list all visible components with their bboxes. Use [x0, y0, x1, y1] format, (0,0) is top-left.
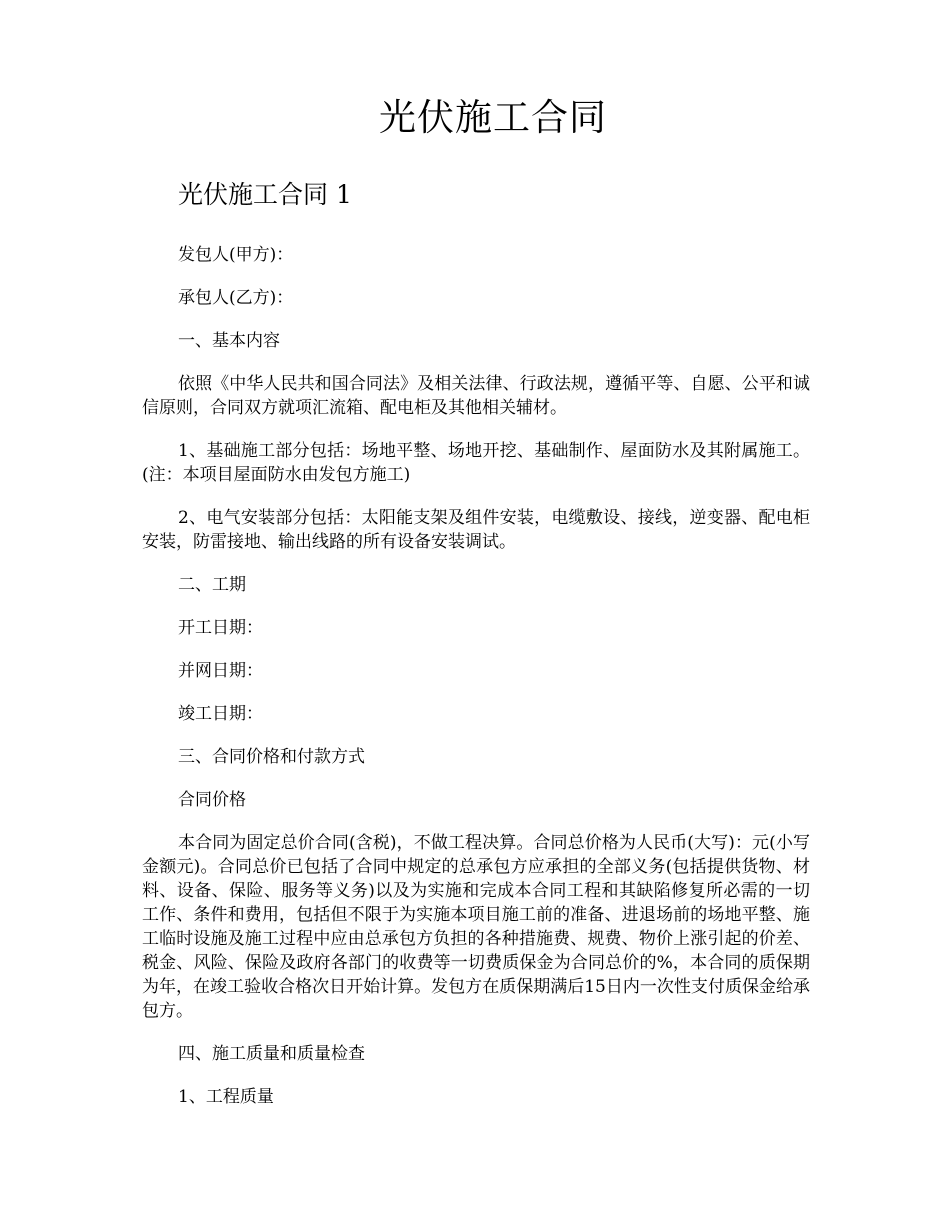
section-heading-quality: 四、施工质量和质量检查 — [178, 1044, 365, 1064]
paragraph-electrical-work: 2、电气安装部分包括：太阳能支架及组件安装，电缆敷设、接线，逆变器、配电柜安装，防雷接地、输出线路的所有设备安装调试。 — [142, 508, 810, 552]
document-body — [142, 175, 810, 1128]
document-subtitle: 光伏施工合同 1 — [178, 180, 352, 209]
completion-date-line: 竣工日期： — [178, 704, 263, 724]
subheading-quality: 1、工程质量 — [178, 1087, 274, 1107]
paragraph-basis: 依照《中华人民共和国合同法》及相关法律、行政法规，遵循平等、自愿、公平和诚信原则，合同双方就项汇流箱、配电柜及其他相关辅材。 — [142, 374, 810, 418]
section-heading-price: 三、合同价格和付款方式 — [178, 747, 365, 767]
start-date-line: 开工日期： — [178, 618, 263, 638]
section-heading-schedule: 二、工期 — [178, 575, 246, 595]
party-b-line: 承包人(乙方)： — [178, 288, 294, 308]
party-a-line: 发包人(甲方)： — [178, 245, 294, 265]
paragraph-foundation-work: 1、基础施工部分包括：场地平整、场地开挖、基础制作、屋面防水及其附属施工。(注：本项目屋面防水由发包方施工) — [142, 441, 810, 485]
subheading-contract-price: 合同价格 — [178, 790, 246, 810]
document-title: 光伏施工合同 — [379, 96, 607, 139]
grid-date-line: 并网日期： — [178, 661, 263, 681]
paragraph-contract-price: 本合同为固定总价合同(含税)，不做工程决算。合同总价格为人民币(大写)：元(小写金额元)。合同总价已包括了合同中规定的总承包方应承担的全部义务(包括提供货物、材料、设备、保险、服务等义务)以及为实施和完成本合同工程和其缺陷修复所必需的一切工作、条件和费用，包括但不限于为实施本项目施工前的准备、进退场前的场地平整、施工临时设施及施工过程中应由总承包方负担的各种措施费、规费、物价上涨引起的价差、税金、风险、保险及政府各部门的收费等一切费质保金为合同总价的%，本合同的质保期为年，在竣工验收合格次日开始计算。发包方在质保期满后15日内一次性支付质保金给承包方。 — [142, 833, 810, 1021]
section-heading-basic: 一、基本内容 — [178, 331, 280, 351]
